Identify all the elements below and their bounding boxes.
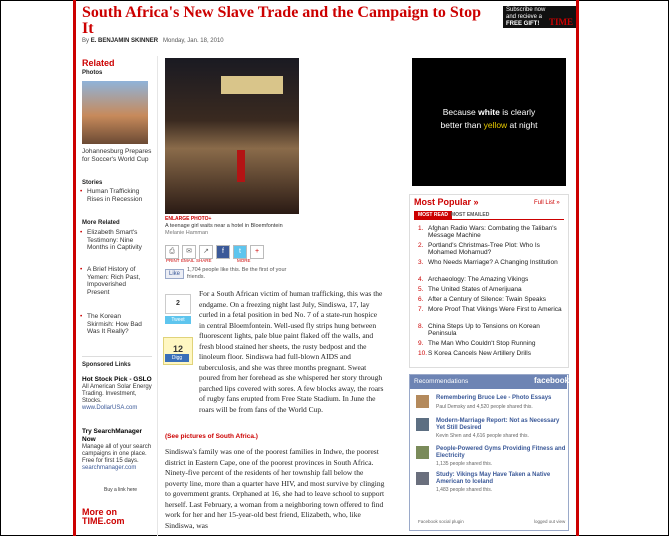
sponsored-heading: Sponsored Links — [82, 362, 131, 368]
article-tools — [165, 245, 264, 259]
article-date: Monday, Jan. 18, 2010 — [163, 38, 224, 44]
print-label: PRINT — [166, 258, 180, 263]
digg-count: 12 — [163, 337, 193, 365]
photo-caption: A teenage girl waits near a hotel in Bloemfontein — [165, 223, 283, 229]
most-popular-item[interactable]: 10. S Korea Cancels New Artillery Drills — [418, 350, 531, 357]
more-related-heading: More Related — [82, 220, 120, 226]
facebook-logo: facebook — [534, 376, 570, 385]
recommendation-thumb — [416, 472, 429, 485]
author-link[interactable]: E. BENJAMIN SKINNER — [90, 38, 159, 44]
article-photo[interactable] — [165, 58, 299, 214]
most-popular-item[interactable]: 7. More Proof That Vikings Were First to America — [418, 306, 562, 313]
recommendations-heading: Recommendations — [414, 378, 469, 385]
most-popular-heading[interactable]: Most Popular » — [414, 197, 479, 207]
most-popular-item[interactable]: 2. Portland's Christmas-Tree Plot: Who Is Mohamed Mohamud? — [418, 242, 540, 256]
facebook-like-widget — [165, 267, 297, 280]
left-red-rule — [73, 0, 76, 536]
related-story-item[interactable]: • Human Trafficking Rises in Recession — [84, 188, 146, 203]
byline — [82, 38, 224, 44]
most-popular-item[interactable]: 5. The United States of Amerijuana — [418, 286, 522, 293]
article-paragraph-1: For a South African victim of human trafficking, this was the endgame. On a freezing night last July, Sindiswa, 17, lay curled in a fetal position in bed No. 7 of a state-run hospice in central Bloemfontein. Well-used fly strips hung between fluorescent lights, pale blue paint flaked off the walls, and fresh blood stained her sheets, the rusty bedpost and the linoleum floor. Sindiswa had full-blown AIDS and tuberculosis, and she was three months pregnant. Sweat poured from her forehead as she whispered her story through parched lips covered with sores. A few blocks away, the roars of rugby fans erupted from Free State Stadium. In June the roars will be from fans of the World Cup. — [199, 289, 384, 414]
photo-credit: Melanie Hamman — [165, 230, 209, 236]
sponsored-link-2[interactable]: Try SearchManager Now Manage all of your search campaigns in one place. Free for first 15 days. searchmanager.com — [82, 428, 152, 471]
more-related-item[interactable]: • Elizabeth Smart's Testimony: Nine Months in Captivity — [84, 229, 146, 252]
subscribe-line1: Subscribe now — [506, 7, 546, 13]
more-related-item[interactable]: • A Brief History of Yemen: Rich Past, Impoverished Present — [84, 266, 146, 296]
facebook-plugin-label[interactable]: Facebook social plugin — [418, 519, 464, 524]
byline-prefix: By — [82, 38, 90, 44]
article-title: South Africa's New Slave Trade and the Campaign to Stop It — [82, 4, 481, 37]
logged-out-view: logged out view — [534, 519, 566, 524]
most-popular-item[interactable]: 1. Afghan Radio Wars: Combating the Taliban's Message Machine — [418, 225, 557, 239]
time-logo: TIME — [548, 17, 573, 27]
buy-link[interactable]: Buy a link here — [104, 487, 138, 493]
facebook-icon[interactable]: f — [216, 245, 230, 259]
ad-text: Because white is clearly better than yellow at night — [440, 107, 538, 130]
email-label: EMAIL — [181, 258, 195, 263]
subscribe-line2: and recieve a — [506, 14, 543, 20]
stories-heading: Stories — [82, 180, 103, 186]
related-photo-caption[interactable]: Johannesburg Prepares for Soccer's World Cup — [82, 148, 152, 163]
more-label: MORE — [237, 258, 251, 263]
enlarge-photo-link[interactable]: ENLARGE PHOTO+ — [165, 216, 212, 222]
most-popular-item[interactable]: 6. After a Century of Silence: Twain Speaks — [418, 296, 547, 303]
full-list-link[interactable]: Full List » — [534, 200, 560, 206]
most-popular-item[interactable]: 4. Archaeology: The Amazing Vikings — [418, 276, 529, 283]
left-divider — [82, 356, 152, 357]
tab-underline — [414, 219, 564, 220]
recommendation-thumb — [416, 446, 429, 459]
more-icon[interactable]: + — [250, 245, 264, 259]
share-label: SHARE — [196, 258, 212, 263]
digg-button[interactable]: Digg — [165, 354, 189, 362]
most-popular-item[interactable]: 9. The Man Who Couldn't Stop Running — [418, 340, 536, 347]
recommendation-thumb — [416, 418, 429, 431]
photo-figure — [237, 150, 245, 182]
photo-sign — [221, 76, 283, 94]
twitter-icon[interactable]: t — [233, 245, 247, 259]
advertisement[interactable] — [412, 58, 566, 186]
print-icon[interactable]: ⎙ — [165, 245, 179, 259]
see-pictures-link[interactable]: (See pictures of South Africa.) — [165, 433, 258, 440]
like-count-text: 1,704 people like this. Be the first of your friends. — [187, 267, 287, 280]
recommendation-thumb — [416, 395, 429, 408]
more-related-item[interactable]: • The Korean Skirmish: How Bad Was It Really? — [84, 313, 146, 336]
right-red-rule — [576, 0, 579, 536]
article-paragraph-2: Sindiswa's family was one of the poorest families in Indwe, the poorest district in Eastern Cape, one of the poorest provinces in South Africa. Ninety-five percent of the residents of her township fall below the poverty line, more than a quarter have HIV, and most survive by clinging to government grants. Orphaned at 16, she had to leave school to support herself. Last February, a woman from a neighboring town offered to find work for her and her 15-year-old best friend, Elizabeth, who, like Sindiswa, was — [165, 447, 385, 530]
subscribe-banner[interactable] — [503, 6, 576, 28]
most-popular-item[interactable]: 3. Who Needs Marriage? A Changing Institution — [418, 259, 558, 266]
tweet-button[interactable]: Tweet — [165, 316, 191, 324]
related-photo-thumb[interactable] — [82, 81, 148, 144]
email-icon[interactable]: ✉ — [182, 245, 196, 259]
tab-most-read[interactable]: MOST READ — [414, 211, 452, 219]
most-popular-item[interactable]: 8. China Steps Up to Tensions on Korean Peninsula — [418, 323, 540, 337]
photos-heading: Photos — [82, 70, 103, 76]
share-icon[interactable]: ↗ — [199, 245, 213, 259]
more-on-time[interactable]: More on TIME.com — [82, 507, 125, 526]
column-separator — [157, 56, 158, 536]
tab-most-emailed[interactable]: MOST EMAILED — [451, 212, 490, 218]
like-button[interactable]: Like — [165, 269, 184, 279]
subscribe-line3: FREE GIFT! — [506, 21, 540, 27]
tweet-count: 2 — [165, 294, 191, 314]
related-heading: Related — [82, 58, 115, 68]
sponsored-link-1[interactable]: Hot Stock Pick - GSLO All American Solar Energy Trading. Investment, Stocks. www.DollarUSA.com — [82, 376, 152, 411]
